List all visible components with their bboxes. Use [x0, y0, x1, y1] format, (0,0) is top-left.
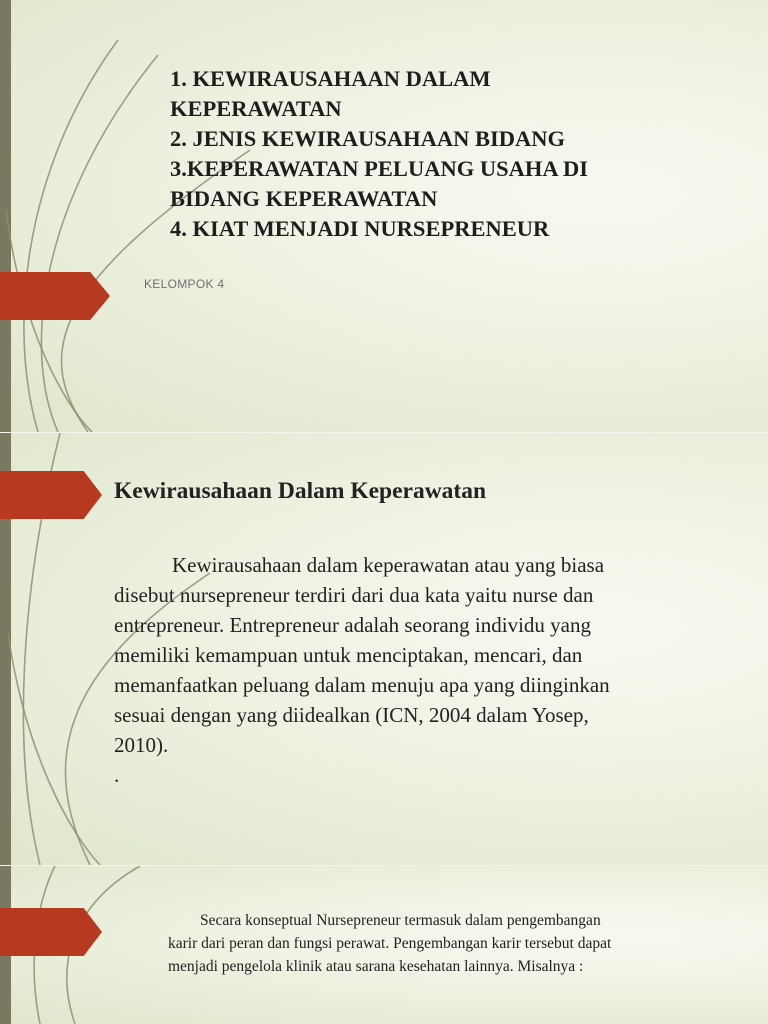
slide-body [114, 550, 714, 790]
slide-subtitle: KELOMPOK 4 [144, 277, 225, 291]
body-line: entrepreneur. Entrepreneur adalah seorang individu yang [114, 613, 591, 637]
body-line: sesuai dengan yang diidealkan (ICN, 2004 dalam Yosep, [114, 703, 589, 727]
body-line: Kewirausahaan dalam keperawatan atau yang biasa [172, 553, 605, 577]
title-line: 3.KEPERAWATAN PELUANG USAHA DI [170, 156, 588, 181]
body-line: memiliki kemampuan untuk menciptakan, mencari, dan [114, 643, 583, 667]
slide-body [168, 909, 728, 978]
accent-arrow [0, 471, 102, 519]
title-line: KEPERAWATAN [170, 96, 342, 121]
body-line: 2010). [114, 733, 169, 757]
body-line: . [114, 763, 120, 787]
body-line: memanfaatkan peluang dalam menuju apa yang diinginkan [114, 673, 610, 697]
body-line: menjadi pengelola klinik atau sarana kesehatan lainnya. Misalnya : [168, 958, 584, 975]
title-line: BIDANG KEPERAWATAN [170, 186, 438, 211]
slide-title: Kewirausahaan Dalam Keperawatan [114, 478, 487, 504]
body-line: Secara konseptual Nursepreneur termasuk dalam pengembangan [200, 912, 601, 929]
slide-title [170, 64, 690, 244]
title-line: 1. KEWIRAUSAHAAN DALAM [170, 66, 491, 91]
body-line: disebut nursepreneur terdiri dari dua kata yaitu nurse dan [114, 583, 594, 607]
title-line: 2. JENIS KEWIRAUSAHAAN BIDANG [170, 126, 566, 151]
slide-1 [0, 0, 768, 432]
accent-arrow [0, 908, 102, 956]
body-line: karir dari peran dan fungsi perawat. Pengembangan karir tersebut dapat [168, 935, 612, 952]
title-line: 4. KIAT MENJADI NURSEPRENEUR [170, 216, 550, 241]
accent-arrow [0, 272, 110, 320]
left-accent-bar [0, 0, 11, 432]
